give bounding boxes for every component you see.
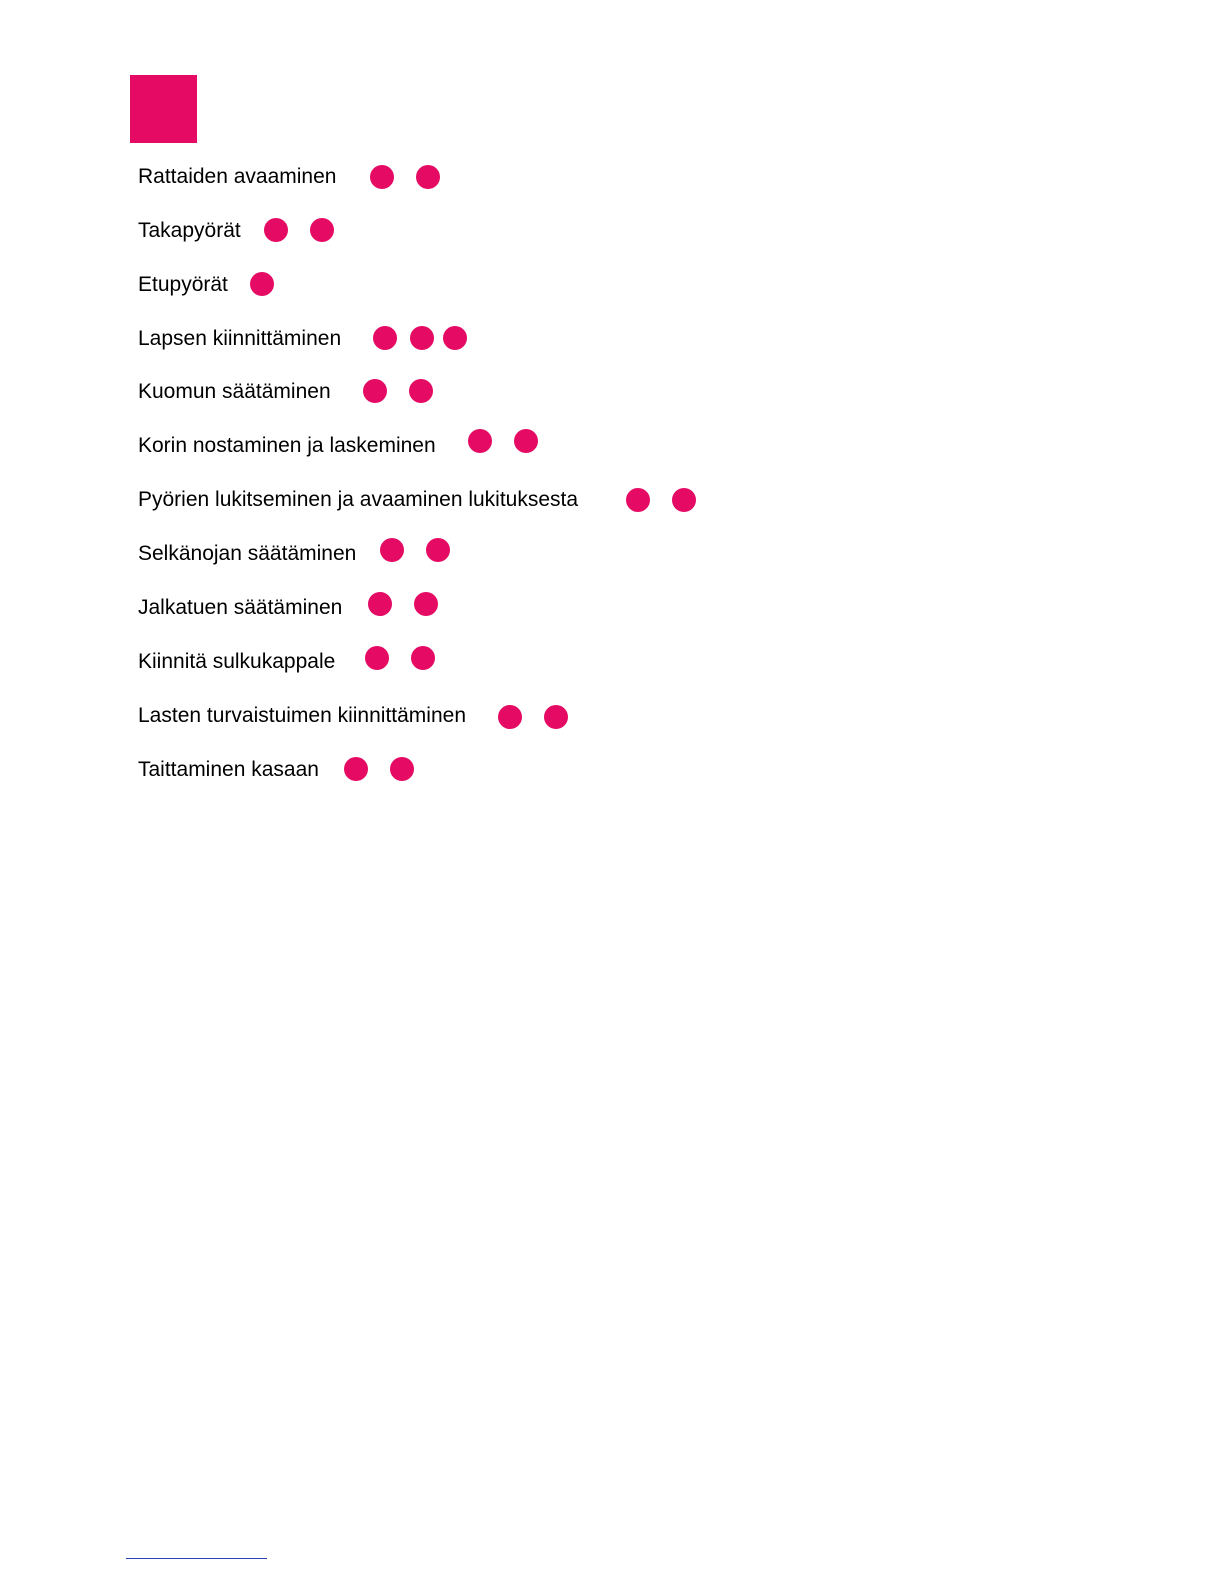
contents-entry-label: Jalkatuen säätäminen — [138, 596, 343, 619]
contents-entry[interactable] — [138, 593, 1138, 623]
page-ref-dot-icon[interactable] — [363, 379, 387, 403]
page-ref-dot-icon[interactable] — [368, 592, 392, 616]
contents-entry-label: Lasten turvaistuimen kiinnittäminen — [138, 704, 467, 727]
page-ref-dot-icon[interactable] — [310, 218, 334, 242]
page-ref-dot-icon[interactable] — [370, 165, 394, 189]
page-ref-dot-icon[interactable] — [498, 705, 522, 729]
contents-entry-label: Etupyörät — [138, 273, 228, 296]
contents-entry[interactable] — [138, 270, 1138, 300]
contents-entry[interactable] — [138, 539, 1138, 569]
contents-entry-label: Rattaiden avaaminen — [138, 165, 337, 188]
contents-entry[interactable] — [138, 485, 1138, 515]
contents-entry-label: Korin nostaminen ja laskeminen — [138, 434, 436, 457]
page-ref-dot-icon[interactable] — [414, 592, 438, 616]
page-ref-dot-icon[interactable] — [365, 646, 389, 670]
contents-entry[interactable] — [138, 377, 1138, 407]
page-ref-dot-icon[interactable] — [443, 326, 467, 350]
page-ref-dot-icon[interactable] — [410, 326, 434, 350]
page-ref-dot-icon[interactable] — [380, 538, 404, 562]
section-marker-square — [130, 75, 197, 143]
contents-entry-label: Lapsen kiinnittäminen — [138, 327, 342, 350]
contents-entry-label: Kuomun säätäminen — [138, 380, 331, 403]
contents-entry[interactable] — [138, 701, 1138, 731]
contents-entry[interactable] — [138, 647, 1138, 677]
contents-entry-label: Pyörien lukitseminen ja avaaminen lukituksesta — [138, 488, 579, 511]
contents-entry-label: Selkänojan säätäminen — [138, 542, 357, 565]
page-ref-dot-icon[interactable] — [626, 488, 650, 512]
footer-rule — [126, 1558, 267, 1559]
page-ref-dot-icon[interactable] — [544, 705, 568, 729]
page-ref-dot-icon[interactable] — [672, 488, 696, 512]
contents-entry[interactable] — [138, 216, 1138, 246]
contents-entry-label: Takapyörät — [138, 219, 241, 242]
contents-entry-label: Kiinnitä sulkukappale — [138, 650, 336, 673]
page-ref-dot-icon[interactable] — [264, 218, 288, 242]
contents-entry-label: Taittaminen kasaan — [138, 758, 319, 781]
page-ref-dot-icon[interactable] — [514, 429, 538, 453]
page-ref-dot-icon[interactable] — [411, 646, 435, 670]
page-ref-dot-icon[interactable] — [373, 326, 397, 350]
contents-entry[interactable] — [138, 755, 1138, 785]
page-ref-dot-icon[interactable] — [250, 272, 274, 296]
page-ref-dot-icon[interactable] — [468, 429, 492, 453]
contents-entry[interactable] — [138, 324, 1138, 354]
page-ref-dot-icon[interactable] — [409, 379, 433, 403]
contents-entry[interactable] — [138, 431, 1138, 461]
page-ref-dot-icon[interactable] — [416, 165, 440, 189]
page-ref-dot-icon[interactable] — [390, 757, 414, 781]
contents-entry[interactable] — [138, 162, 1138, 192]
page-ref-dot-icon[interactable] — [344, 757, 368, 781]
page-ref-dot-icon[interactable] — [426, 538, 450, 562]
